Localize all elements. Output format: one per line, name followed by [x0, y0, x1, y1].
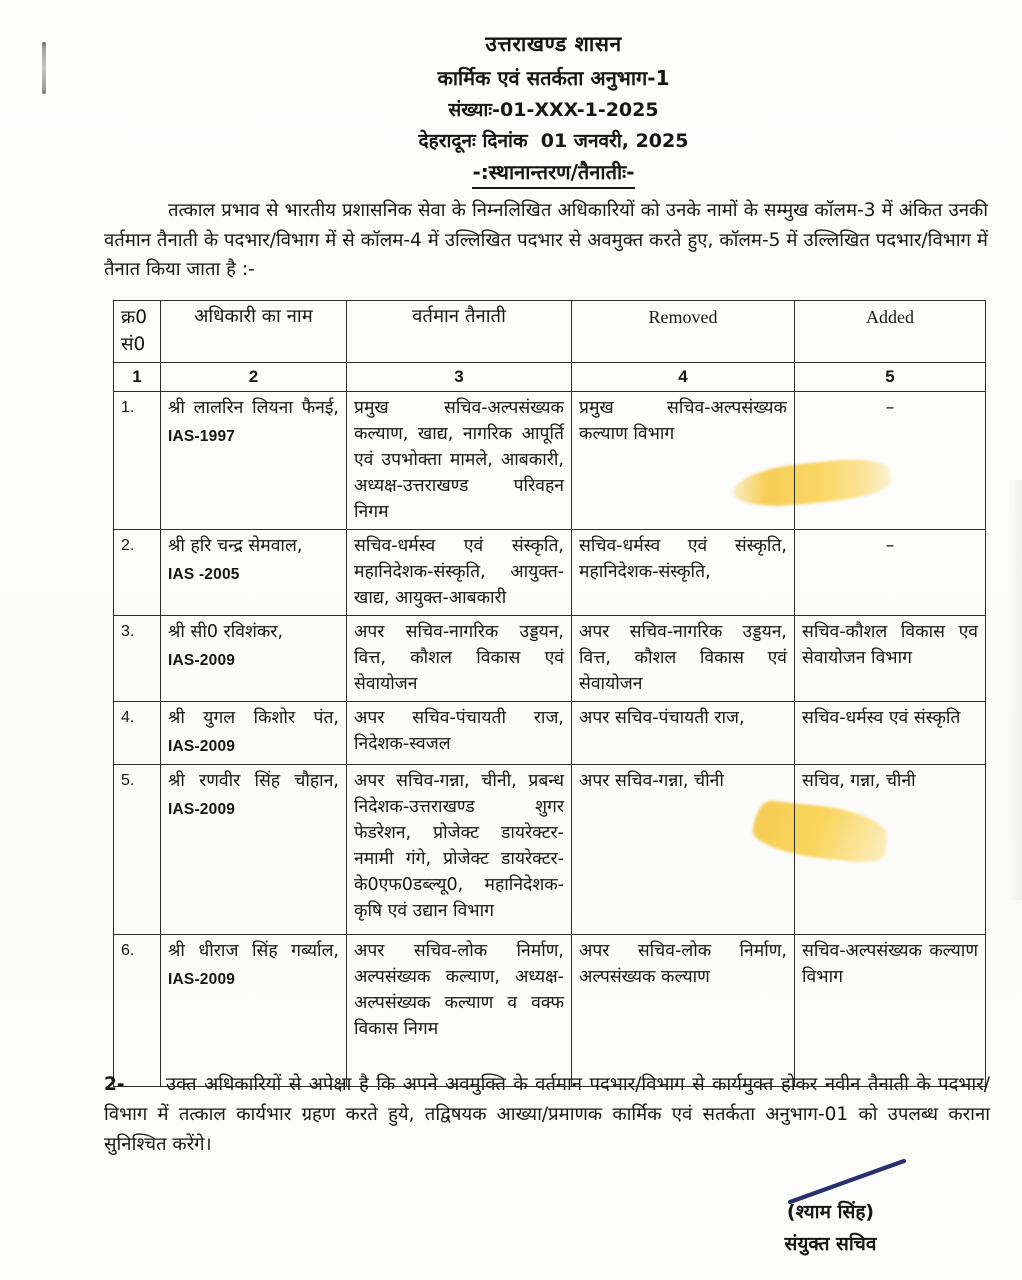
officer-name: श्री सी0 रविशंकर,	[168, 622, 284, 642]
row-serial: 2.	[114, 530, 161, 616]
subject-heading: -:स्थानान्तरण/तैनातीः-	[472, 158, 634, 189]
officer-batch: IAS-1997	[168, 428, 236, 445]
signatory-name: (श्याम सिंह)	[786, 1201, 875, 1223]
officer-batch: IAS-2009	[168, 738, 236, 755]
officer-batch: IAS-2009	[168, 652, 236, 669]
officer-name-cell	[161, 530, 347, 616]
current-posting-cell: सचिव-धर्मस्व एवं संस्कृति, महानिदेशक-संस्कृति, आयुक्त-खाद्य, आयुक्त-आबकारी	[347, 530, 572, 616]
column-number-2: 2	[161, 363, 347, 392]
removed-cell: अपर सचिव-लोक निर्माण, अल्पसंख्यक कल्याण	[572, 935, 795, 1087]
officer-name-cell	[161, 765, 347, 935]
intro-paragraph: तत्काल प्रभाव से भारतीय प्रशासनिक सेवा के निम्नलिखित अधिकारियों को उनके नामों के सम्मुख कॉलम-3 में अंकित उनकी वर्तमान तैनाती के पदभार/विभाग में से कॉलम-4 में उल्लिखित पदभार से अवमुक्त करते हुए, कॉलम-5 में उल्लिखित पदभार/विभाग में तैनात किया जाता है :-	[104, 200, 988, 280]
officer-name-cell	[161, 935, 347, 1087]
added-cell: सचिव-अल्पसंख्यक कल्याण विभाग	[795, 935, 986, 1087]
table-row	[114, 935, 986, 1087]
column-number-5: 5	[795, 363, 986, 392]
officer-batch: IAS-2009	[168, 801, 236, 818]
current-posting-cell: अपर सचिव-पंचायती राज, निदेशक-स्वजल	[347, 702, 572, 765]
removed-cell: सचिव-धर्मस्व एवं संस्कृति, महानिदेशक-संस्कृति,	[572, 530, 795, 616]
subject-wrap	[85, 158, 1022, 189]
officer-name: श्री लालरिन लियना फैनई,	[168, 398, 339, 418]
current-posting-cell: अपर सचिव-नागरिक उड्डयन, वित्त, कौशल विकास एवं सेवायोजन	[347, 616, 572, 702]
officer-name: श्री धीराज सिंह गर्ब्याल,	[168, 941, 339, 961]
table-row	[114, 702, 986, 765]
place-date-line: देहरादूनः दिनांक 01 जनवरी, 2025	[418, 130, 689, 152]
officer-batch: IAS -2005	[168, 566, 240, 583]
added-cell: –	[795, 530, 986, 616]
header-serial-line2: सं0	[121, 334, 146, 355]
header-current-posting: वर्तमान तैनाती	[347, 301, 572, 363]
header-serial	[114, 301, 161, 363]
officer-name: श्री हरि चन्द्र सेमवाल,	[168, 536, 303, 556]
government-title: उत्तराखण्ड शासन	[485, 32, 622, 56]
column-number-4: 4	[572, 363, 795, 392]
signatory-designation: संयुक्त सचिव	[784, 1233, 877, 1255]
reference-number: संख्याः-01-XXX-1-2025	[448, 99, 659, 121]
column-number-3: 3	[347, 363, 572, 392]
removed-cell: अपर सचिव-पंचायती राज,	[572, 702, 795, 765]
scan-fold-mark	[42, 42, 46, 94]
officer-name-cell	[161, 392, 347, 530]
added-cell: सचिव-कौशल विकास एव सेवायोजन विभाग	[795, 616, 986, 702]
row-serial: 3.	[114, 616, 161, 702]
header-added: Added	[795, 301, 986, 363]
row-serial: 6.	[114, 935, 161, 1087]
transfer-table	[113, 300, 986, 1087]
removed-cell: प्रमुख सचिव-अल्पसंख्यक कल्याण विभाग	[572, 392, 795, 530]
table-row	[114, 765, 986, 935]
column-number-1: 1	[114, 363, 161, 392]
header-serial-line1: क्र0	[121, 307, 147, 328]
table-row	[114, 530, 986, 616]
removed-cell: अपर सचिव-नागरिक उड्डयन, वित्त, कौशल विकास एवं सेवायोजन	[572, 616, 795, 702]
current-posting-cell: अपर सचिव-लोक निर्माण, अल्पसंख्यक कल्याण, अध्यक्ष-अल्पसंख्यक कल्याण व वक्फ विकास निगम	[347, 935, 572, 1087]
row-serial: 1.	[114, 392, 161, 530]
current-posting-cell: प्रमुख सचिव-अल्पसंख्यक कल्याण, खाद्य, नागरिक आपूर्ति एवं उपभोक्ता मामले, आबकारी, अध्यक्ष-उत्तराखण्ड परिवहन निगम	[347, 392, 572, 530]
officer-name: श्री युगल किशोर पंत,	[168, 708, 339, 728]
scan-edge-shadow	[1008, 480, 1022, 900]
signature-block	[748, 1196, 913, 1260]
table-row	[114, 616, 986, 702]
document-header	[85, 30, 1022, 153]
row-serial: 4.	[114, 702, 161, 765]
row-serial: 5.	[114, 765, 161, 935]
table-header-row	[114, 301, 986, 363]
closing-paragraph-number: 2-	[104, 1074, 125, 1095]
closing-paragraph-text: उक्त अधिकारियों से अपेक्षा है कि अपने अवमुक्ति के वर्तमान पदभार/विभाग से कार्यमुक्त होकर नवीन तैनाती के पदभार/विभाग में तत्काल कार्यभार ग्रहण करते हुये, तद्विषयक आख्या/प्रमाणक कार्मिक एवं सतर्कता अनुभाग-01 को उपलब्ध कराना सुनिश्चित करेंगे।	[104, 1074, 990, 1155]
added-cell: सचिव, गन्ना, चीनी	[795, 765, 986, 935]
header-officer-name: अधिकारी का नाम	[161, 301, 347, 363]
added-cell: –	[795, 392, 986, 530]
added-cell: सचिव-धर्मस्व एवं संस्कृति	[795, 702, 986, 765]
department-line: कार्मिक एवं सतर्कता अनुभाग-1	[437, 66, 670, 90]
closing-paragraph	[104, 1070, 990, 1160]
column-number-row	[114, 363, 986, 392]
removed-cell: अपर सचिव-गन्ना, चीनी	[572, 765, 795, 935]
table-row	[114, 392, 986, 530]
header-removed: Removed	[572, 301, 795, 363]
officer-name-cell	[161, 702, 347, 765]
officer-name: श्री रणवीर सिंह चौहान,	[168, 771, 339, 791]
officer-name-cell	[161, 616, 347, 702]
current-posting-cell: अपर सचिव-गन्ना, चीनी, प्रबन्ध निदेशक-उत्तराखण्ड शुगर फेडरेशन, प्रोजेक्ट डायरेक्टर-नमामी गंगे, प्रोजेक्ट डायरेक्टर-के0एफ0डब्ल्यू0, महानिदेशक-कृषि एवं उद्यान विभाग	[347, 765, 572, 935]
officer-batch: IAS-2009	[168, 971, 236, 988]
